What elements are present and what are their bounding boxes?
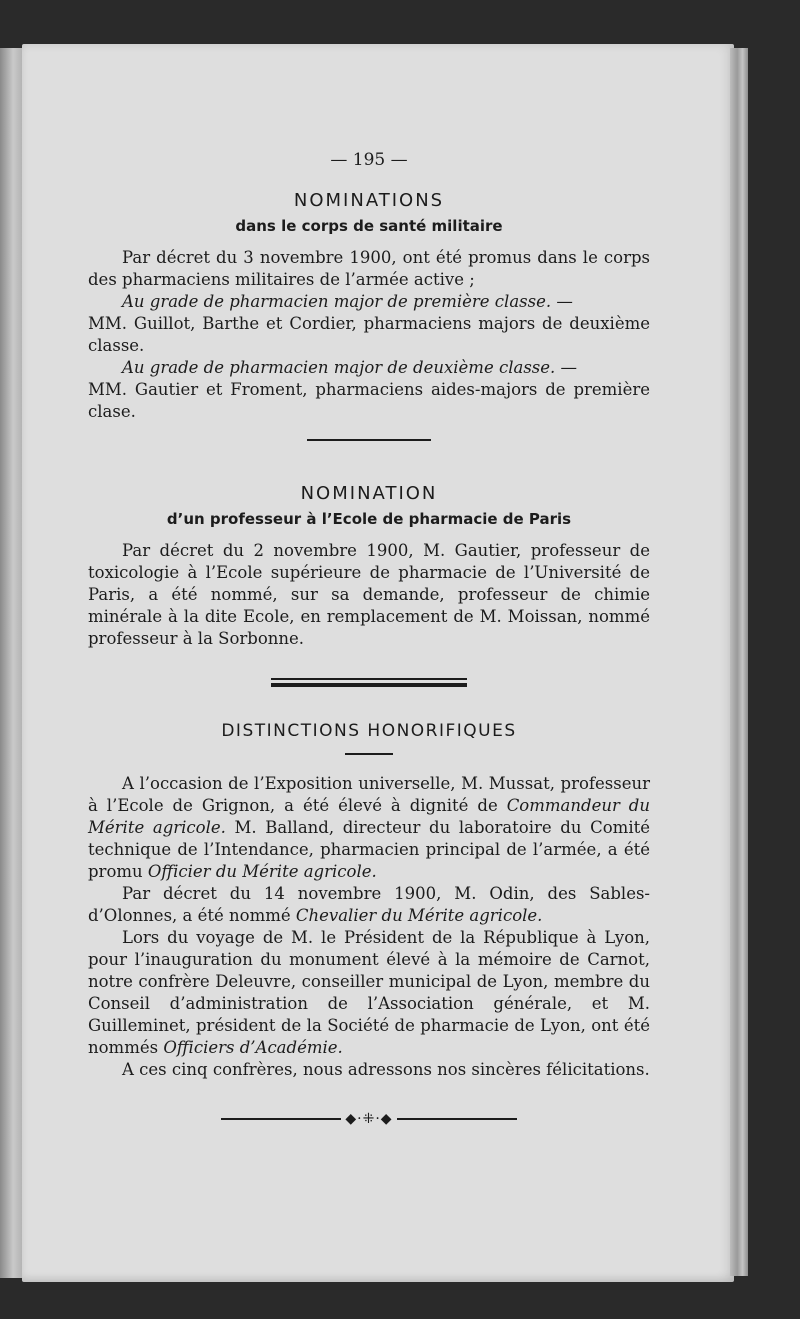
italic-run: Officiers d’Académie.: [163, 1038, 343, 1057]
text-run: Par décret du 14 novembre 1900, M. Odin, des Sables-d’Olonnes, a été nommé: [88, 884, 650, 925]
paragraph-grade2: [88, 357, 650, 379]
page-stack-edge: [730, 48, 748, 1276]
text-run: Lors du voyage de M. le Président de la République à Lyon, pour l’inauguration du monument élevé à la mémoire de Carnot, notre confrère Deleuvre, conseiller municipal de Lyon, membre du Conseil d’administration de l’Association générale, et M. Guilleminet, président de la Société de pharmacie de Lyon, ont été nommés: [88, 928, 650, 1057]
paragraph-professor: Par décret du 2 novembre 1900, M. Gautier, professeur de toxicologie à l’Ecole supérieure de pharmacie de l’Université de Paris, a été nommé, sur sa demande, professeur de chimie minérale à la dite Ecole, en remplacement de M. Moissan, nommé professeur à la Sorbonne.: [88, 541, 650, 648]
section-divider: [307, 439, 431, 441]
paragraph-grade2-names: MM. Gautier et Froment, pharmaciens aides-majors de première clase.: [88, 380, 650, 421]
paragraph-mussat: [88, 773, 650, 883]
italic-run: Chevalier du Mérite agricole.: [295, 906, 543, 925]
rule-line-thin: [271, 678, 467, 680]
paragraph-congratulations: A ces cinq confrères, nous adressons nos sincères félicitations.: [122, 1060, 650, 1079]
left-page-edge: [0, 48, 22, 1278]
section-subtitle-professor: d’un professeur à l’Ecole de pharmacie de Paris: [166, 510, 572, 528]
ornament-line-right: [397, 1118, 517, 1120]
paragraph-odin: [88, 883, 650, 927]
end-ornament: [88, 1111, 650, 1127]
italic-run: Commandeur du Mérite agricole.: [88, 796, 650, 837]
italic-run: Officier du Mérite agricole.: [147, 862, 377, 881]
ornament-line-left: [221, 1118, 341, 1120]
section-title-nomination: NOMINATION: [300, 483, 438, 504]
page-content: [88, 100, 650, 1127]
section-title-distinctions: DISTINCTIONS HONORIFIQUES: [221, 721, 517, 741]
grade2-label: Au grade de pharmacien major de deuxième classe. —: [122, 358, 578, 377]
title-underline: [345, 753, 393, 755]
paragraph-lyon: [88, 927, 650, 1059]
paragraph-grade1: [88, 291, 650, 313]
text-run: A l’occasion de l’Exposition universelle, M. Mussat, professeur à l’Ecole de Grignon, a été élevé à dignité de: [88, 774, 650, 815]
grade1-label: Au grade de pharmacien major de première classe. —: [122, 292, 573, 311]
rule-line-thick: [271, 683, 467, 687]
text-run: M. Balland, directeur du laboratoire du Comité technique de l’Intendance, pharmacien principal de l’armée, a été promu: [88, 818, 650, 881]
section-subtitle-military: dans le corps de santé militaire: [235, 217, 503, 235]
section-title-nominations: NOMINATIONS: [293, 190, 445, 211]
double-rule-divider: [271, 678, 467, 687]
ornament-glyph: ◆·⁜·◆: [345, 1111, 393, 1127]
page-number: — 195 —: [330, 150, 408, 170]
paragraph-intro: Par décret du 3 novembre 1900, ont été promus dans le corps des pharmaciens militaires de l’armée active ;: [88, 248, 650, 289]
paragraph-grade1-names: MM. Guillot, Barthe et Cordier, pharmaciens majors de deuxième classe.: [88, 314, 650, 355]
